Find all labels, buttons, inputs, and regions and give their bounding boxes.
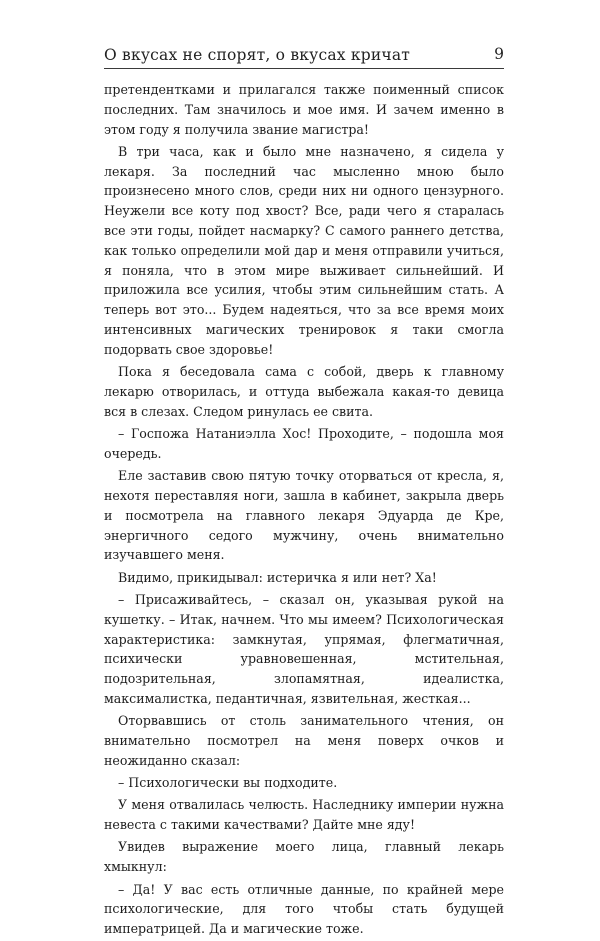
paragraph: Видимо, прикидывал: истеричка я или нет? Ха! [118,569,437,585]
running-header [104,40,504,69]
paragraph: – Присаживайтесь, – сказал он, указывая рукой на кушетку. – Итак, начнем. Что мы имеем? Психологическая характеристика: замкнутая, упрямая, флегматичная, психически уравновешенная, мстительная, подозрительная, злопамятная, идеалистка, максималистка, педантичная, язвительная, жесткая... [104,591,504,706]
paragraph: Увидев выражение моего лица, главный лекарь хмыкнул: [104,839,504,875]
paragraph: Пока я беседовала сама с собой, дверь к главному лекарю отворилась, и оттуда выбежала какая-то девица вся в слезах. Следом ринулась ее свита. [104,364,504,419]
paragraph: В три часа, как и было мне назначено, я сидела у лекаря. За последний час мысленно мною было произнесено много слов, среди них ни одного цензурного. Неужели все коту под хвост? Все, ради чего я старалась все эти годы, пойдет насмарку? С самого раннего детства, как только определили мой дар и меня отправили учиться, я поняла, что в этом мире выживает сильнейший. И приложила все усилия, чтобы этим сильнейшим стать. А теперь вот это... Будем надеяться, что за все время моих интенсивных магических тренировок я таки смогла подорвать свое здоровье! [104,143,504,357]
paragraph: У меня отвалилась челюсть. Наследнику империи нужна невеста с такими качествами? Дайте мне яду! [104,797,504,833]
paragraph: – Да! У вас есть отличные данные, по крайней мере психологические, для того чтобы стать будущей императрицей. Да и магические тоже. [104,881,504,937]
page-number: 9 [494,45,504,63]
paragraph: – Психологически вы подходите. [118,775,338,791]
text-body [104,80,504,941]
paragraph: Оторвавшись от столь занимательного чтения, он внимательно посмотрел на меня поверх очков и неожиданно сказал: [104,713,504,768]
paragraph: Еле заставив свою пятую точку оторваться от кресла, я, нехотя переставляя ноги, зашла в кабинет, закрыла дверь и посмотрела на главного лекаря Эдуарда де Кре, энергичного седого мужчину, очень внимательно изучавшего меня. [104,468,504,563]
running-title: О вкусах не спорят, о вкусах кричат [104,46,411,64]
paragraph: претендентками и прилагался также поименный список последних. Там значилось и мое имя. И зачем именно в этом году я получила звание магистра! [104,82,504,137]
paragraph: – Госпожа Натаниэлла Хос! Проходите, – подошла моя очередь. [104,426,504,461]
